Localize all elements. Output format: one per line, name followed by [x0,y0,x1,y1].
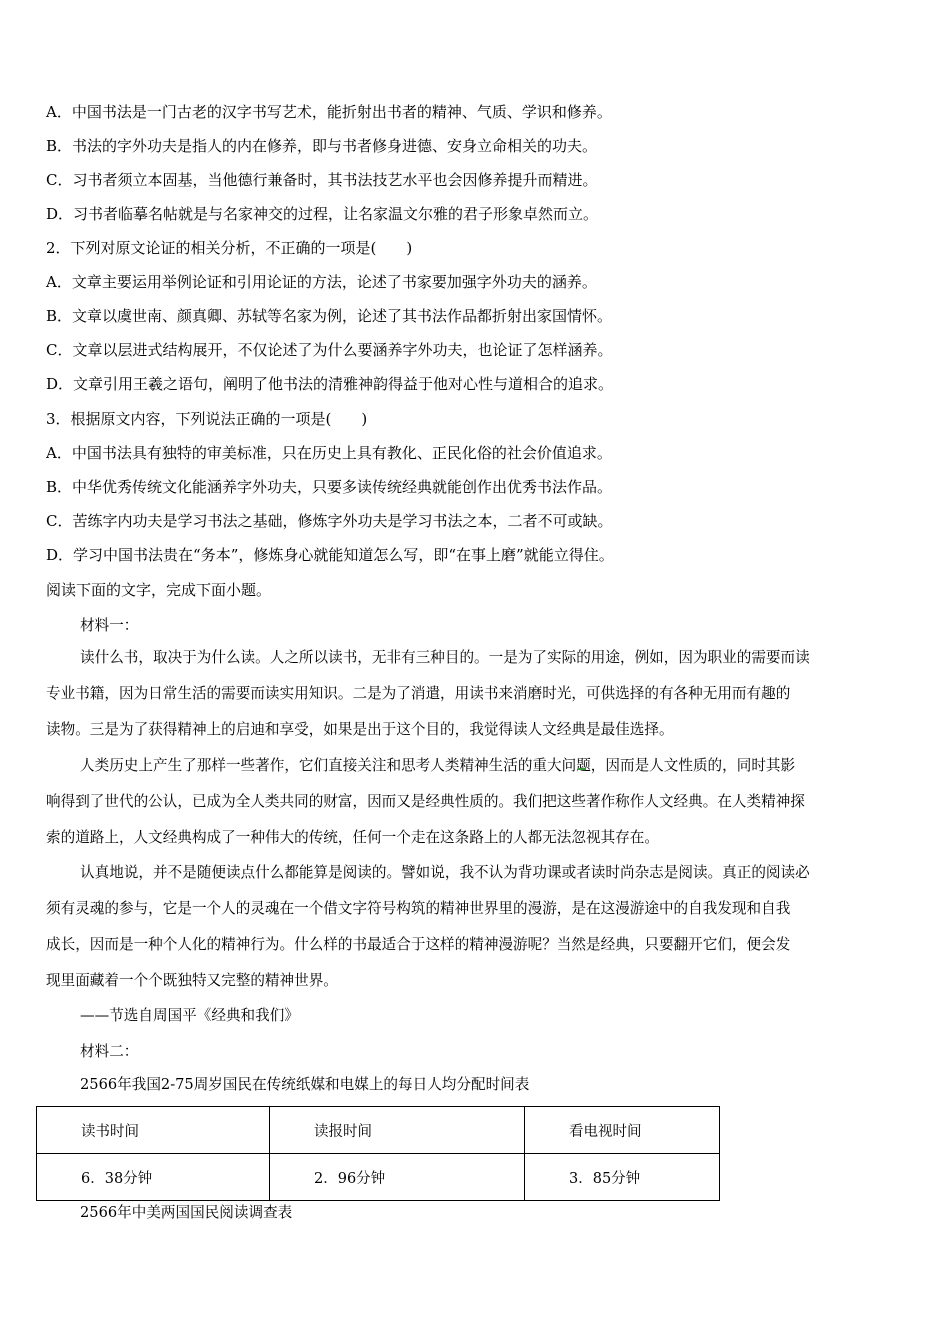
value-newspaper-time: 2．96分钟 [270,1154,525,1201]
q3-option-a: A．中国书法具有独特的审美标准，只在历史上具有教化、正民化俗的社会价值追求。 [46,444,612,462]
material2-label: 材料二： [80,1043,139,1060]
q3-stem: 3．根据原文内容，下列说法正确的一项是( ) [46,410,368,428]
q3-option-c: C．苦练字内功夫是学习书法之基础，修炼字外功夫是学习书法之本，二者不可或缺。 [46,512,613,530]
table-title: 2566年我国2-75周岁国民在传统纸媒和电媒上的每日人均分配时间表 [80,1076,530,1093]
reading-time-table [36,1106,720,1201]
next-table-title: 2566年中美两国国民阅读调查表 [80,1204,293,1221]
material1-line: 读什么书，取决于为什么读。人之所以读书，无非有三种目的。一是为了实际的用途，例如，因为职业的需要而读 [80,649,810,666]
q1-option-c: C．习书者须立本固基，当他德行兼备时，其书法技艺水平也会因修养提升而精进。 [46,171,598,189]
material1-line: 响得到了世代的公认，已成为全人类共同的财富，因而又是经典性质的。我们把这些著作称作人文经典。在人类精神探 [46,793,805,810]
q3-option-b: B．中华优秀传统文化能涵养字外功夫，只要多读传统经典就能创作出优秀书法作品。 [46,478,613,496]
q2-option-b: B．文章以虞世南、颜真卿、苏轼等名家为例，论述了其书法作品都折射出家国情怀。 [46,307,613,325]
material1-line: 人类历史上产生了那样一些著作，它们直接关注和思考人类精神生活的重大问题，因而是人文性质的，同时其影 [80,757,796,774]
header-tv-time: 看电视时间 [525,1107,720,1154]
spellcheck-squiggle [578,765,586,770]
material1-line: 现里面藏着一个个既独特又完整的精神世界。 [46,972,338,989]
q2-option-c: C．文章以层进式结构展开，不仅论述了为什么要涵养字外功夫，也论证了怎样涵养。 [46,341,613,359]
q2-stem: 2．下列对原文论证的相关分析，不正确的一项是( ) [46,239,413,257]
material1-line: 专业书籍，因为日常生活的需要而读实用知识。二是为了消遣，用读书来消磨时光，可供选择的有各种无用而有趣的 [46,685,791,702]
value-reading-time: 6．38分钟 [37,1154,270,1201]
q1-option-d: D．习书者临摹名帖就是与名家神交的过程，让名家温文尔雅的君子形象卓然而立。 [46,205,599,223]
q1-option-b: B．书法的字外功夫是指人的内在修养，即与书者修身进德、安身立命相关的功夫。 [46,137,598,155]
table-header-row [37,1107,720,1154]
material1-line: 须有灵魂的参与，它是一个人的灵魂在一个借文字符号构筑的精神世界里的漫游，是在这漫游途中的自我发现和自我 [46,900,791,917]
material1-line: 读物。三是为了获得精神上的启迪和享受，如果是出于这个目的，我觉得读人文经典是最佳选择。 [46,721,674,738]
material1-label: 材料一： [80,617,139,634]
q3-option-d: D．学习中国书法贵在“务本”，修炼身心就能知道怎么写，即“在事上磨”就能立得住。 [46,546,614,564]
q1-option-a: A．中国书法是一门古老的汉字书写艺术，能折射出书者的精神、气质、学识和修养。 [46,103,612,121]
q2-option-a: A．文章主要运用举例论证和引用论证的方法，论述了书家要加强字外功夫的涵养。 [46,273,597,291]
q2-option-d: D．文章引用王羲之语句，阐明了他书法的清雅神韵得益于他对心性与道相合的追求。 [46,375,614,393]
header-newspaper-time: 读报时间 [270,1107,525,1154]
reading-intro: 阅读下面的文字，完成下面小题。 [46,581,272,599]
value-tv-time: 3．85分钟 [525,1154,720,1201]
table-row [37,1154,720,1201]
material1-line: 索的道路上，人文经典构成了一种伟大的传统，任何一个走在这条路上的人都无法忽视其存在。 [46,829,659,846]
material1-source: ——节选自周国平《经典和我们》 [80,1007,299,1024]
material1-line: 成长，因而是一种个人化的精神行为。什么样的书最适合于这样的精神漫游呢？当然是经典，只要翻开它们，便会发 [46,936,791,953]
header-reading-time: 读书时间 [37,1107,270,1154]
material1-line: 认真地说，并不是随便读点什么都能算是阅读的。譬如说，我不认为背功课或者读时尚杂志是阅读。真正的阅读必 [80,864,810,881]
